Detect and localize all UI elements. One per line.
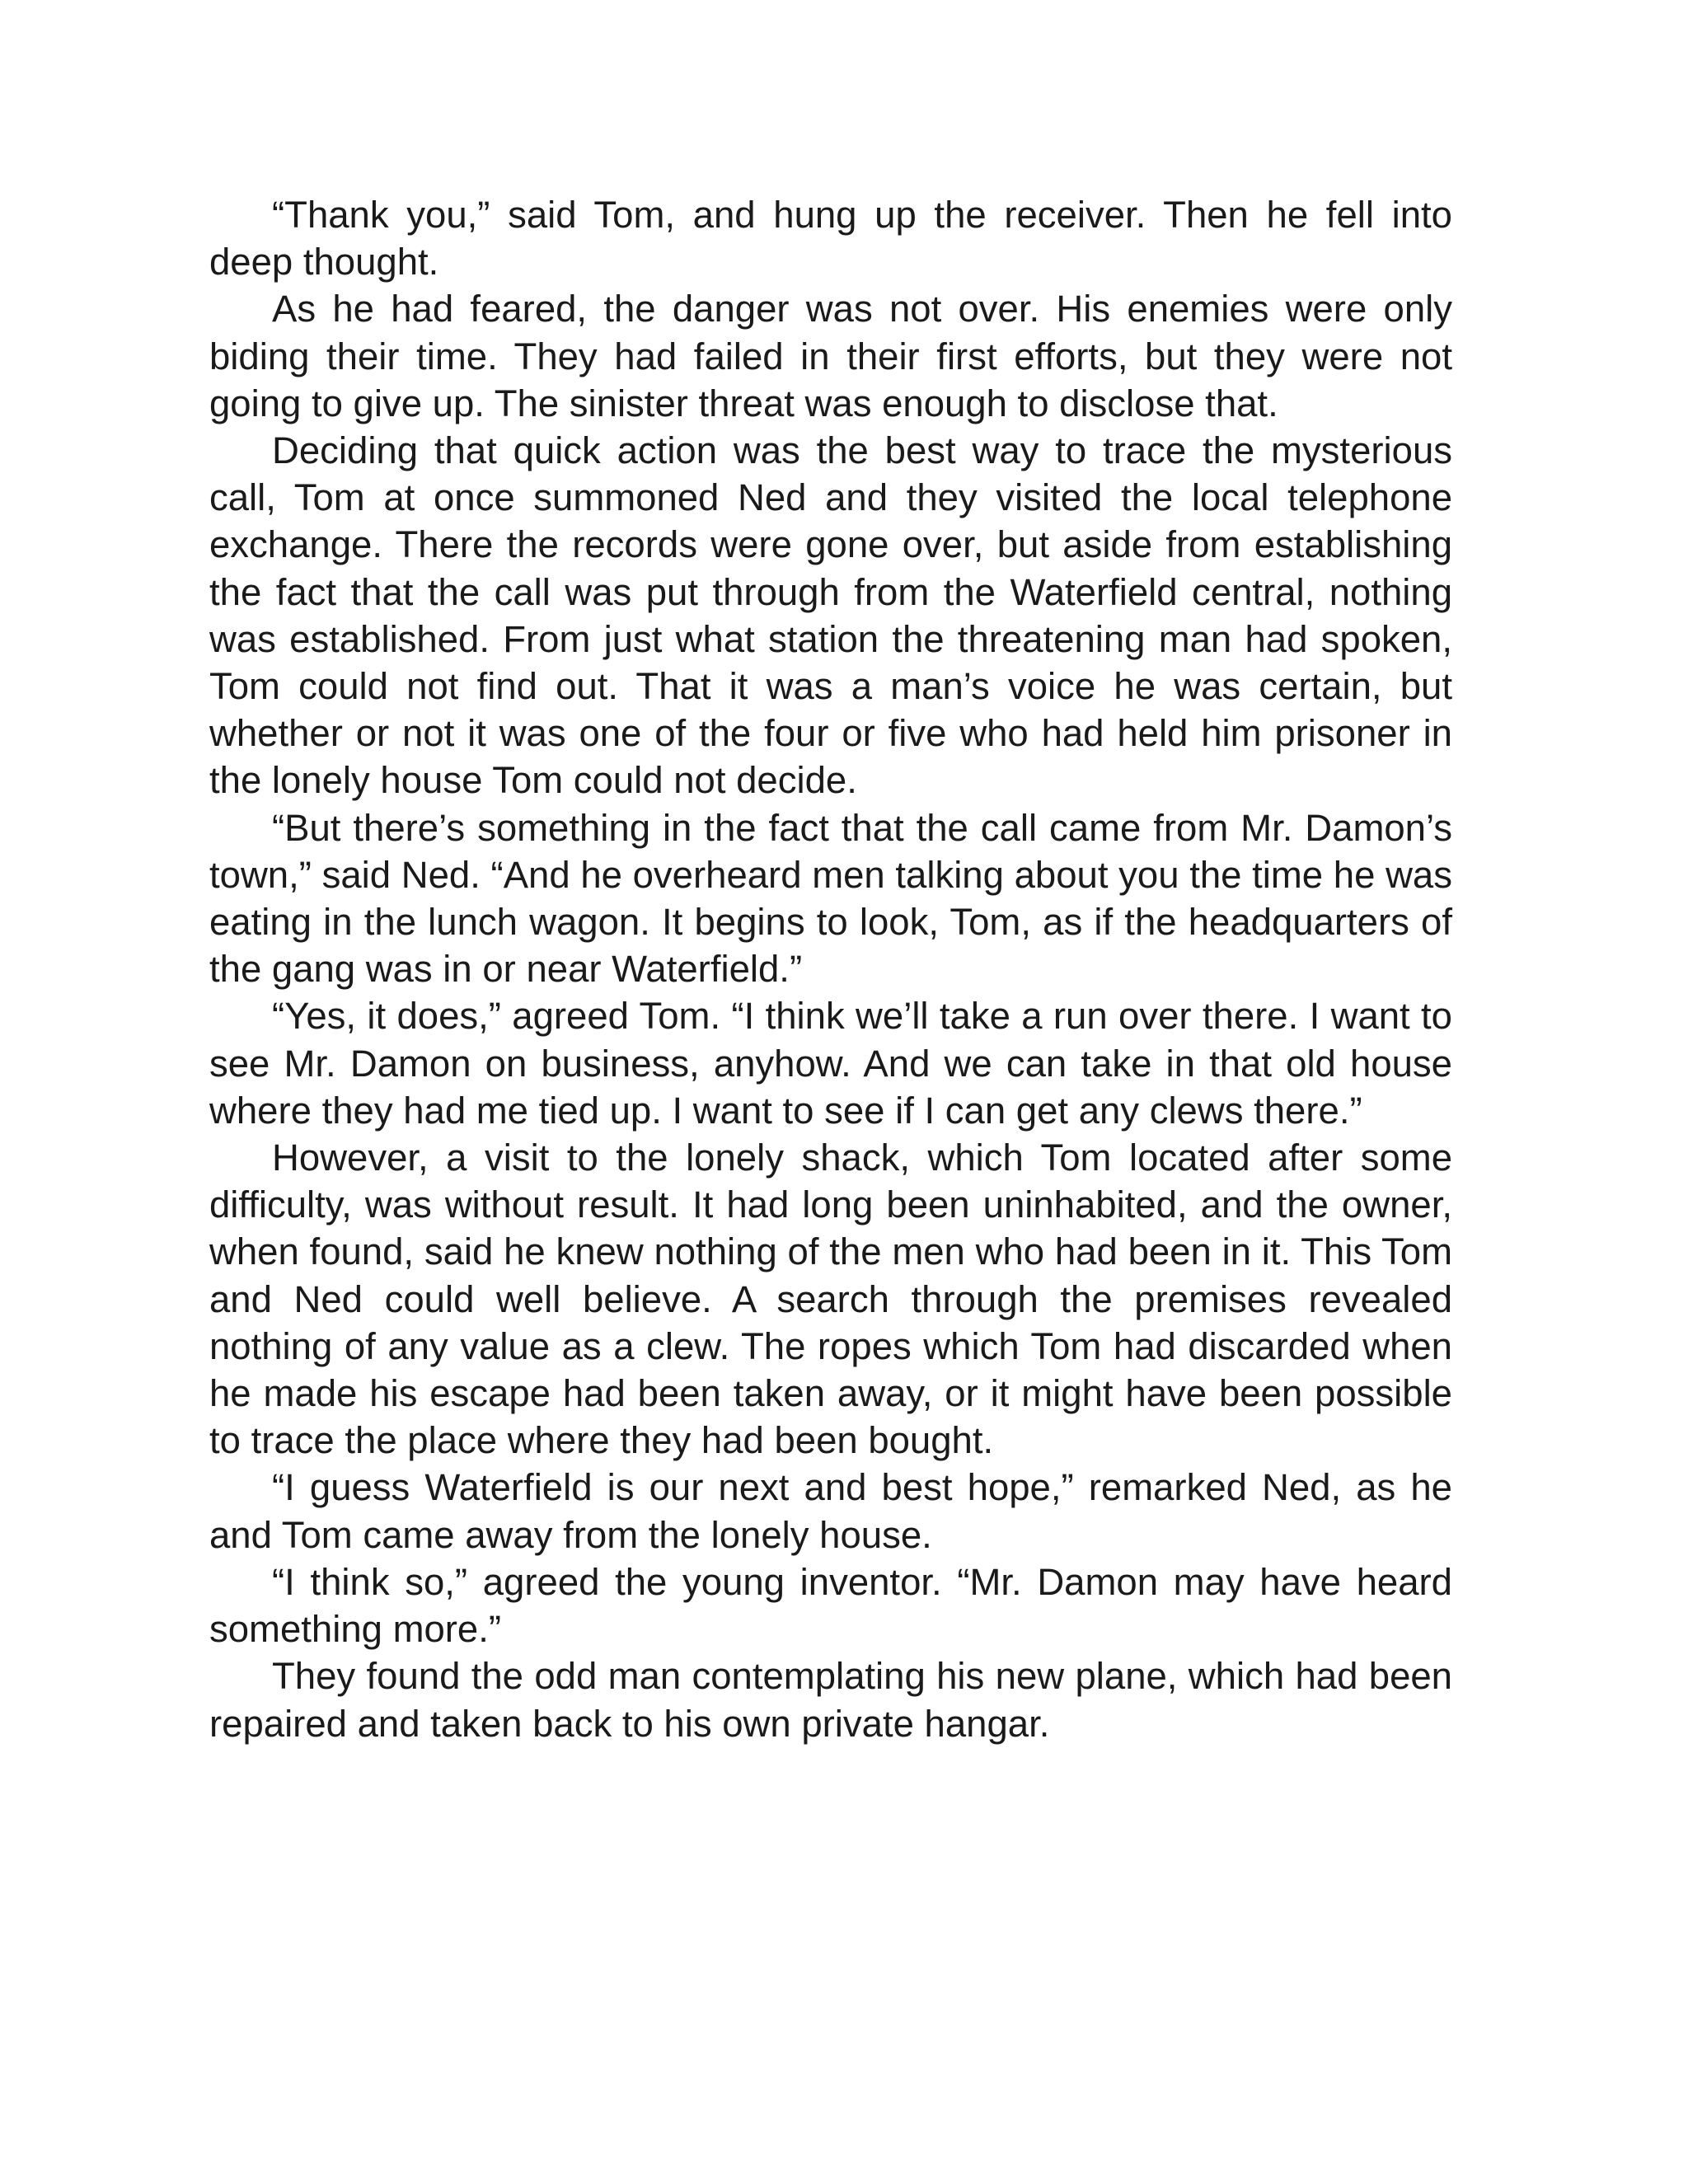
page-body (209, 191, 1452, 1747)
paragraph: “Thank you,” said Tom, and hung up the receiver. Then he fell into deep thought. (209, 194, 1452, 284)
paragraph: “I guess Waterfield is our next and best hope,” remarked Ned, as he and Tom came away from the lonely house. (209, 1466, 1452, 1556)
paragraph: As he had feared, the danger was not over. His enemies were only biding their time. They had failed in their first efforts, but they were not going to give up. The sinister threat was enough to disclose that. (209, 288, 1452, 424)
paragraph: They found the odd man contemplating his new plane, which had been repaired and taken back to his own private hangar. (209, 1655, 1452, 1745)
paragraph: “But there’s something in the fact that the call came from Mr. Damon’s town,” said Ned. “And he overheard men talking about you the time he was eating in the lunch wagon. It begins to look, Tom, as if the headquarters of the gang was in or near Waterfield.” (209, 806, 1452, 991)
paragraph: “Yes, it does,” agreed Tom. “I think we’ll take a run over there. I want to see Mr. Damon on business, anyhow. And we can take in that old house where they had me tied up. I want to see if I can get any clews there.” (209, 995, 1452, 1132)
paragraph: Deciding that quick action was the best way to trace the mysterious call, Tom at once summoned Ned and they visited the local telephone exchange. There the records were gone over, but aside from establishing the fact that the call was put through from the Waterfield central, nothing was established. From just what station the threatening man had spoken, Tom could not find out. That it was a man’s voice he was certain, but whether or not it was one of the four or five who had held him prisoner in the lonely house Tom could not decide. (209, 429, 1452, 802)
paragraph: “I think so,” agreed the young inventor. “Mr. Damon may have heard something more.” (209, 1560, 1452, 1651)
paragraph: However, a visit to the lonely shack, which Tom located after some difficulty, was without result. It had long been uninhabited, and the owner, when found, said he knew nothing of the men who had been in it. This Tom and Ned could well believe. A search through the premises revealed nothing of any value as a clew. The ropes which Tom had discarded when he made his escape had been taken away, or it might have been possible to trace the place where they had been bought. (209, 1137, 1452, 1462)
